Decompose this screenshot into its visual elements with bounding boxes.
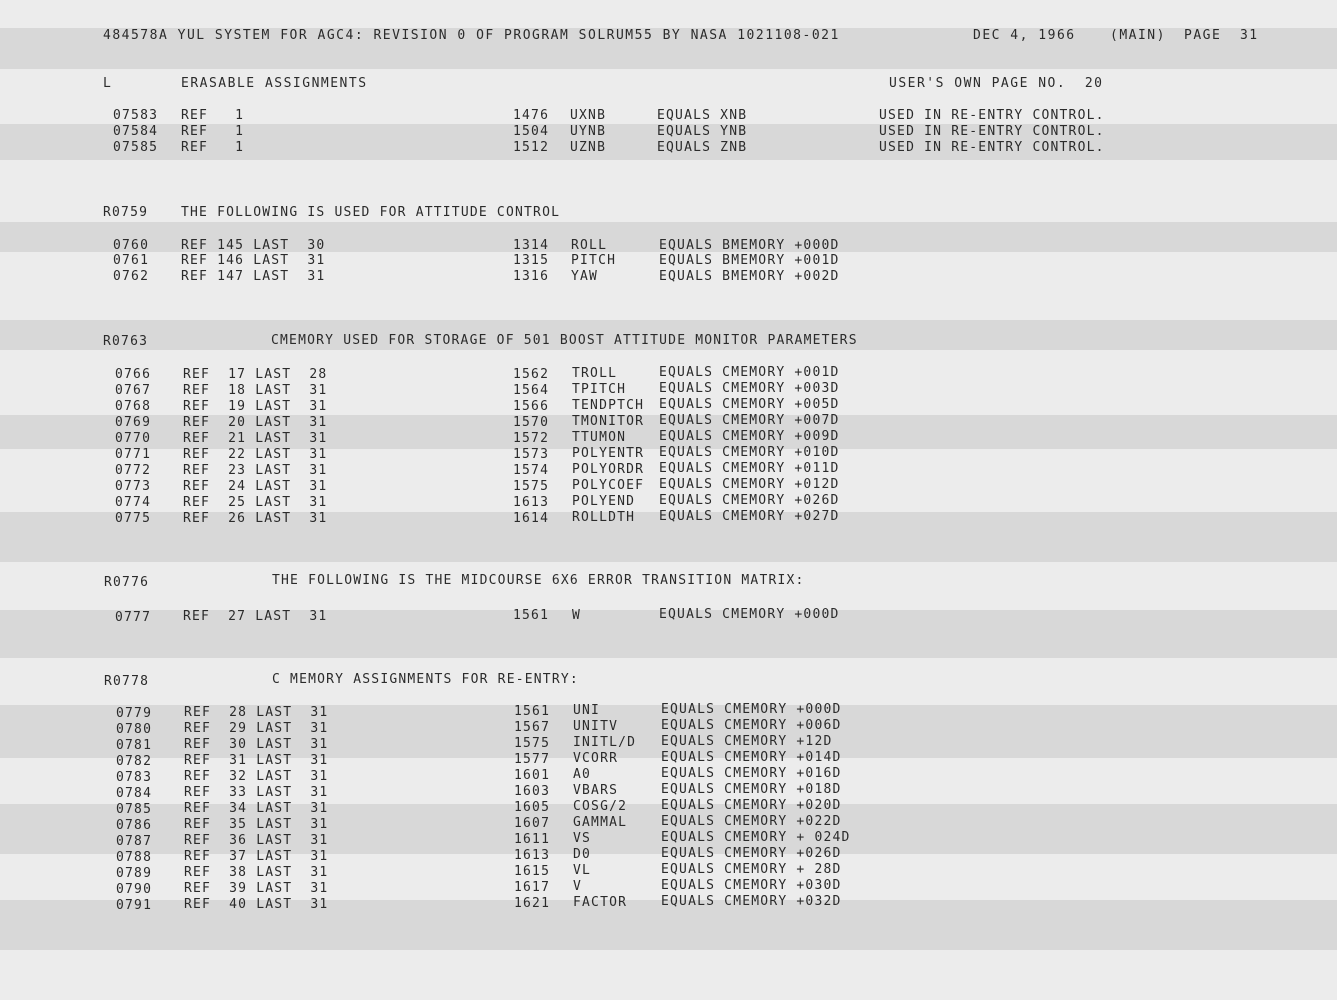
equals-clause: EQUALS CMEMORY +030D (661, 878, 842, 893)
users-own-page: USER'S OWN PAGE NO. 20 (889, 76, 1104, 91)
equals-clause: EQUALS BMEMORY +002D (659, 269, 840, 284)
ref-column: REF 40 LAST 31 (184, 897, 329, 912)
symbol-name: POLYCOEF (572, 478, 645, 493)
ref-column: REF 146 LAST 31 (181, 253, 326, 268)
ref-column: REF 23 LAST 31 (183, 463, 328, 478)
ref-column: REF 22 LAST 31 (183, 447, 328, 462)
ref-column: REF 1 (181, 124, 245, 139)
title-marker: L (103, 76, 113, 91)
card-number: 0784 (116, 786, 153, 801)
header-page-number: PAGE 31 (1184, 28, 1259, 43)
equals-clause: EQUALS CMEMORY +009D (659, 429, 840, 444)
equals-clause: EQUALS CMEMORY +032D (661, 894, 842, 909)
card-number: 0774 (115, 495, 152, 510)
symbol-name: UXNB (570, 108, 607, 123)
symbol-name: VBARS (573, 783, 619, 798)
symbol-name: ROLL (571, 238, 608, 253)
ref-column: REF 17 LAST 28 (183, 367, 328, 382)
card-number: 0766 (115, 367, 152, 382)
equals-clause: EQUALS CMEMORY +000D (659, 607, 840, 622)
card-number: 0762 (113, 269, 150, 284)
ref-column: REF 29 LAST 31 (184, 721, 329, 736)
address: 1573 (513, 447, 550, 462)
card-number: 0788 (116, 850, 153, 865)
card-number: 0780 (116, 722, 153, 737)
section-heading: C MEMORY ASSIGNMENTS FOR RE-ENTRY: (272, 672, 579, 687)
ref-column: REF 37 LAST 31 (184, 849, 329, 864)
ref-column: REF 30 LAST 31 (184, 737, 329, 752)
symbol-name: V (573, 879, 583, 894)
card-number: 0768 (115, 399, 152, 414)
address: 1607 (514, 816, 551, 831)
section-heading: CMEMORY USED FOR STORAGE OF 501 BOOST ATTITUDE MONITOR PARAMETERS (271, 333, 858, 348)
system-header-line: 484578A YUL SYSTEM FOR AGC4: REVISION 0 OF PROGRAM SOLRUM55 BY NASA 1021108-021 (103, 28, 840, 43)
address: 1611 (514, 832, 551, 847)
equals-clause: EQUALS CMEMORY +006D (661, 718, 842, 733)
ref-column: REF 28 LAST 31 (184, 705, 329, 720)
address: 1617 (514, 880, 551, 895)
symbol-name: VCORR (573, 751, 619, 766)
equals-clause: EQUALS CMEMORY +022D (661, 814, 842, 829)
symbol-name: UNI (573, 703, 601, 718)
address: 1315 (513, 253, 550, 268)
section-id: R0759 (103, 205, 149, 220)
symbol-name: TENDPTCH (572, 398, 645, 413)
equals-clause: EQUALS CMEMORY +003D (659, 381, 840, 396)
address: 1566 (513, 399, 550, 414)
equals-clause: EQUALS CMEMORY +007D (659, 413, 840, 428)
card-number: 07584 (113, 124, 159, 139)
ref-column: REF 24 LAST 31 (183, 479, 328, 494)
equals-clause: EQUALS CMEMORY +020D (661, 798, 842, 813)
symbol-name: COSG/2 (573, 799, 628, 814)
card-number: 0767 (115, 383, 152, 398)
symbol-name: POLYEND (572, 494, 636, 509)
ref-column: REF 34 LAST 31 (184, 801, 329, 816)
card-number: 0760 (113, 238, 150, 253)
address: 1316 (513, 269, 550, 284)
equals-clause: EQUALS CMEMORY +026D (659, 493, 840, 508)
symbol-name: VS (573, 831, 592, 846)
card-number: 0773 (115, 479, 152, 494)
address: 1601 (514, 768, 551, 783)
ref-column: REF 19 LAST 31 (183, 399, 328, 414)
ref-column: REF 31 LAST 31 (184, 753, 329, 768)
equals-clause: EQUALS CMEMORY +016D (661, 766, 842, 781)
symbol-name: A0 (573, 767, 592, 782)
equals-clause: EQUALS CMEMORY +027D (659, 509, 840, 524)
equals-clause: EQUALS BMEMORY +001D (659, 253, 840, 268)
symbol-name: ROLLDTH (572, 510, 636, 525)
address: 1575 (513, 479, 550, 494)
address: 1561 (514, 704, 551, 719)
symbol-name: POLYENTR (572, 446, 645, 461)
card-number: 0772 (115, 463, 152, 478)
card-number: 0786 (116, 818, 153, 833)
ref-column: REF 33 LAST 31 (184, 785, 329, 800)
symbol-name: TTUMON (572, 430, 627, 445)
card-number: 0761 (113, 253, 150, 268)
address: 1314 (513, 238, 550, 253)
section-id: R0776 (104, 575, 150, 590)
address: 1574 (513, 463, 550, 478)
symbol-name: GAMMAL (573, 815, 628, 830)
ref-column: REF 39 LAST 31 (184, 881, 329, 896)
address: 1577 (514, 752, 551, 767)
equals-clause: EQUALS CMEMORY +12D (661, 734, 833, 749)
equals-clause: EQUALS YNB (657, 124, 748, 139)
row-comment: USED IN RE-ENTRY CONTROL. (879, 108, 1105, 123)
symbol-name: UYNB (570, 124, 607, 139)
row-comment: USED IN RE-ENTRY CONTROL. (879, 140, 1105, 155)
section-heading: THE FOLLOWING IS THE MIDCOURSE 6X6 ERROR TRANSITION MATRIX: (272, 573, 805, 588)
address: 1567 (514, 720, 551, 735)
section-id: R0763 (103, 334, 149, 349)
card-number: 07583 (113, 108, 159, 123)
ref-column: REF 145 LAST 30 (181, 238, 326, 253)
address: 1621 (514, 896, 551, 911)
card-number: 0790 (116, 882, 153, 897)
address: 1562 (513, 367, 550, 382)
ref-column: REF 21 LAST 31 (183, 431, 328, 446)
address: 1613 (513, 495, 550, 510)
card-number: 0777 (115, 610, 152, 625)
address: 1512 (513, 140, 550, 155)
address: 1476 (513, 108, 550, 123)
symbol-name: FACTOR (573, 895, 628, 910)
equals-clause: EQUALS CMEMORY +014D (661, 750, 842, 765)
equals-clause: EQUALS CMEMORY +010D (659, 445, 840, 460)
ref-column: REF 26 LAST 31 (183, 511, 328, 526)
symbol-name: TROLL (572, 366, 618, 381)
address: 1504 (513, 124, 550, 139)
card-number: 0782 (116, 754, 153, 769)
card-number: 0770 (115, 431, 152, 446)
header-section: (MAIN) (1110, 28, 1166, 43)
ref-column: REF 18 LAST 31 (183, 383, 328, 398)
card-number: 0769 (115, 415, 152, 430)
equals-clause: EQUALS BMEMORY +000D (659, 238, 840, 253)
ref-column: REF 1 (181, 140, 245, 155)
card-number: 0791 (116, 898, 153, 913)
ref-column: REF 20 LAST 31 (183, 415, 328, 430)
card-number: 0785 (116, 802, 153, 817)
card-number: 0789 (116, 866, 153, 881)
ref-column: REF 147 LAST 31 (181, 269, 326, 284)
symbol-name: POLYORDR (572, 462, 645, 477)
equals-clause: EQUALS CMEMORY +005D (659, 397, 840, 412)
address: 1572 (513, 431, 550, 446)
card-number: 0781 (116, 738, 153, 753)
address: 1615 (514, 864, 551, 879)
card-number: 0779 (116, 706, 153, 721)
equals-clause: EQUALS CMEMORY + 024D (661, 830, 851, 845)
equals-clause: EQUALS ZNB (657, 140, 748, 155)
card-number: 07585 (113, 140, 159, 155)
symbol-name: VL (573, 863, 592, 878)
equals-clause: EQUALS CMEMORY +011D (659, 461, 840, 476)
header-date: DEC 4, 1966 (973, 28, 1076, 43)
ref-column: REF 25 LAST 31 (183, 495, 328, 510)
ref-column: REF 27 LAST 31 (183, 609, 328, 624)
address: 1564 (513, 383, 550, 398)
symbol-name: INITL/D (573, 735, 637, 750)
address: 1614 (513, 511, 550, 526)
section-heading: THE FOLLOWING IS USED FOR ATTITUDE CONTROL (181, 205, 561, 220)
section-id: R0778 (104, 674, 150, 689)
equals-clause: EQUALS CMEMORY +018D (661, 782, 842, 797)
ref-column: REF 36 LAST 31 (184, 833, 329, 848)
symbol-name: UNITV (573, 719, 619, 734)
symbol-name: UZNB (570, 140, 607, 155)
ref-column: REF 38 LAST 31 (184, 865, 329, 880)
card-number: 0775 (115, 511, 152, 526)
address: 1570 (513, 415, 550, 430)
symbol-name: PITCH (571, 253, 617, 268)
page-title: ERASABLE ASSIGNMENTS (181, 76, 368, 91)
card-number: 0787 (116, 834, 153, 849)
symbol-name: W (572, 608, 582, 623)
equals-clause: EQUALS CMEMORY +012D (659, 477, 840, 492)
address: 1605 (514, 800, 551, 815)
symbol-name: YAW (571, 269, 599, 284)
card-number: 0771 (115, 447, 152, 462)
equals-clause: EQUALS CMEMORY +026D (661, 846, 842, 861)
symbol-name: TMONITOR (572, 414, 645, 429)
address: 1603 (514, 784, 551, 799)
ref-column: REF 1 (181, 108, 245, 123)
address: 1575 (514, 736, 551, 751)
address: 1561 (513, 608, 550, 623)
equals-clause: EQUALS XNB (657, 108, 748, 123)
equals-clause: EQUALS CMEMORY +000D (661, 702, 842, 717)
address: 1613 (514, 848, 551, 863)
equals-clause: EQUALS CMEMORY + 28D (661, 862, 842, 877)
equals-clause: EQUALS CMEMORY +001D (659, 365, 840, 380)
symbol-name: D0 (573, 847, 592, 862)
ref-column: REF 32 LAST 31 (184, 769, 329, 784)
ref-column: REF 35 LAST 31 (184, 817, 329, 832)
symbol-name: TPITCH (572, 382, 627, 397)
card-number: 0783 (116, 770, 153, 785)
row-comment: USED IN RE-ENTRY CONTROL. (879, 124, 1105, 139)
